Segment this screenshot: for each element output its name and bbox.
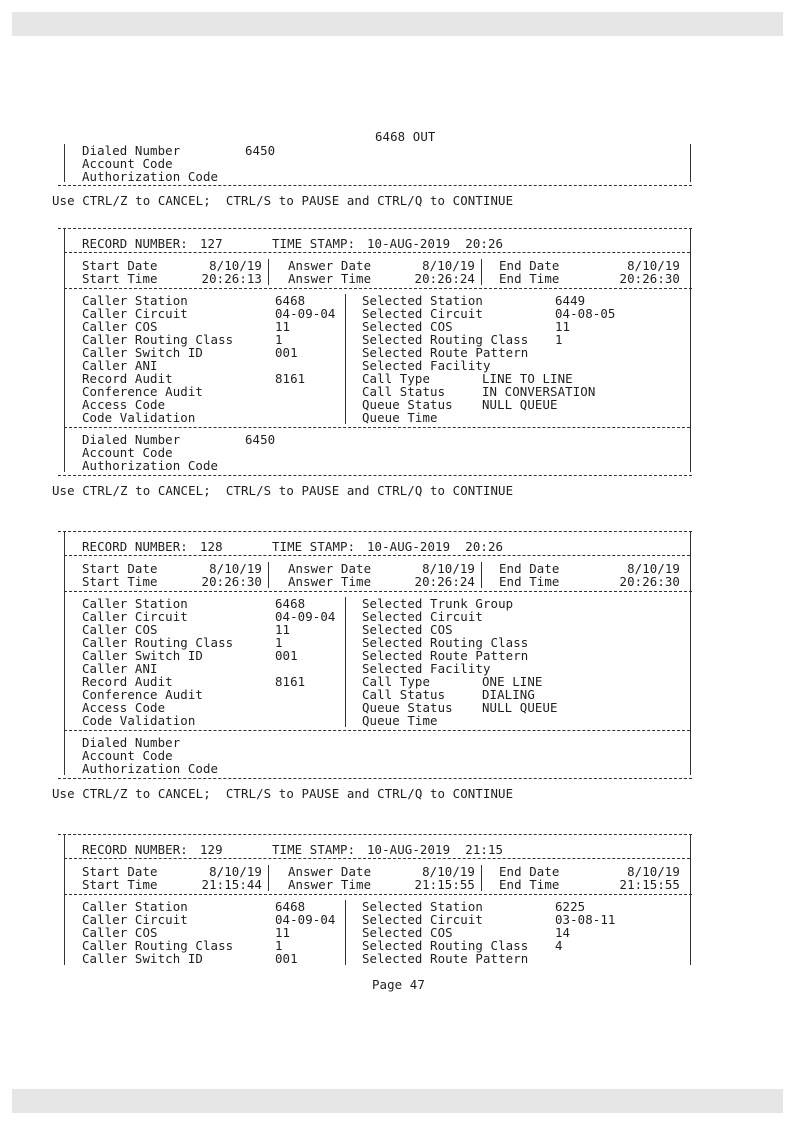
caller-field-label: Access Code [82,397,166,412]
caller-field-label: Caller Station [82,596,188,611]
selected-field-value: DIALING [482,687,535,702]
caller-field-value: 6468 [275,293,306,308]
control-instruction: Use CTRL/Z to CANCEL; CTRL/S to PAUSE and CTRL/Q to CONTINUE [52,786,514,801]
end-time-label: End Time [499,877,560,892]
record-number-label: RECORD NUMBER: [82,842,188,857]
answer-time-value: 20:26:24 [414,574,475,589]
selected-field-value: 6449 [555,293,586,308]
time-stamp-value: 10-AUG-2019 21:15 [367,842,504,857]
start-time-label: Start Time [82,877,158,892]
selected-field-label: Call Type [362,371,431,386]
caller-field-value: 11 [275,622,291,637]
scan-bottom-band [12,1089,783,1113]
selected-field-value: NULL QUEUE [482,700,558,715]
right-border [690,834,691,965]
record-number-value: 128 [200,539,223,554]
caller-field-value: 1 [275,938,283,953]
answer-date-label: Answer Date [288,864,372,879]
selected-field-label: Selected Facility [362,661,491,676]
record-number-label: RECORD NUMBER: [82,539,188,554]
account-code-label: Account Code [82,748,173,763]
page-header: 6468 OUT [375,129,436,144]
selected-field-label: Selected Circuit [362,306,483,321]
dialed-number-label: Dialed Number [82,143,181,158]
record-number-value: 127 [200,236,223,251]
caller-field-label: Caller Station [82,899,188,914]
dialed-number-label: Dialed Number [82,735,181,750]
time-stamp-value: 10-AUG-2019 20:26 [367,236,504,251]
answer-date-value: 8/10/19 [422,864,475,879]
record-header-separator [64,555,690,556]
caller-field-label: Caller COS [82,925,158,940]
end-time-label: End Time [499,574,560,589]
selected-field-value: 1 [555,332,563,347]
caller-field-label: Caller Circuit [82,306,188,321]
selected-field-label: Selected Facility [362,358,491,373]
authorization-code-label: Authorization Code [82,458,219,473]
selected-field-value: NULL QUEUE [482,397,558,412]
selected-field-value: 6225 [555,899,586,914]
dialed-number-value: 6450 [245,432,276,447]
record-top-separator [58,531,692,532]
caller-field-value: 6468 [275,596,306,611]
caller-field-label: Conference Audit [82,687,203,702]
column-divider [268,562,269,588]
caller-field-label: Caller ANI [82,358,158,373]
record-number-value: 129 [200,842,223,857]
selected-field-label: Selected Routing Class [362,938,529,953]
control-instruction: Use CTRL/Z to CANCEL; CTRL/S to PAUSE and CTRL/Q to CONTINUE [52,483,514,498]
caller-field-label: Caller Switch ID [82,345,203,360]
record-end-separator [58,778,692,779]
selected-field-label: Queue Time [362,713,438,728]
answer-date-value: 8/10/19 [422,258,475,273]
left-border [64,144,65,182]
caller-field-value: 04-09-04 [275,912,336,927]
selected-field-label: Selected Routing Class [362,635,529,650]
selected-field-label: Call Type [362,674,431,689]
caller-field-value: 1 [275,332,283,347]
selected-field-label: Selected Circuit [362,912,483,927]
field-column-divider [345,900,346,965]
time-stamp-value: 10-AUG-2019 20:26 [367,539,504,554]
caller-field-label: Code Validation [82,713,196,728]
selected-field-label: Queue Status [362,397,453,412]
caller-field-value: 8161 [275,371,306,386]
answer-time-value: 20:26:24 [414,271,475,286]
caller-field-label: Caller Switch ID [82,648,203,663]
left-border [64,531,65,775]
caller-field-label: Caller Station [82,293,188,308]
record-end-separator [58,475,692,476]
selected-field-label: Call Status [362,687,446,702]
start-date-value: 8/10/19 [209,258,262,273]
start-date-label: Start Date [82,561,158,576]
field-section-separator [64,427,690,428]
account-code-label: Account Code [82,156,173,171]
answer-date-value: 8/10/19 [422,561,475,576]
selected-field-label: Selected COS [362,925,453,940]
caller-field-value: 11 [275,319,291,334]
dialed-number-label: Dialed Number [82,432,181,447]
selected-field-value: LINE TO LINE [482,371,573,386]
selected-field-label: Selected COS [362,622,453,637]
caller-field-label: Caller Circuit [82,609,188,624]
end-date-label: End Date [499,258,560,273]
right-border [690,531,691,775]
selected-field-label: Selected Route Pattern [362,345,529,360]
caller-field-label: Caller Routing Class [82,635,234,650]
account-code-label: Account Code [82,445,173,460]
selected-field-label: Selected Station [362,899,483,914]
selected-field-value: 14 [555,925,571,940]
column-divider [481,562,482,588]
date-section-separator [64,894,692,895]
start-date-value: 8/10/19 [209,561,262,576]
caller-field-label: Code Validation [82,410,196,425]
answer-date-label: Answer Date [288,258,372,273]
selected-field-value: 4 [555,938,563,953]
start-time-label: Start Time [82,271,158,286]
selected-field-value: 03-08-11 [555,912,616,927]
column-divider [268,865,269,891]
caller-field-value: 8161 [275,674,306,689]
time-stamp-label: TIME STAMP: [272,842,356,857]
caller-field-label: Record Audit [82,674,173,689]
selected-field-value: IN CONVERSATION [482,384,596,399]
date-section-separator [64,591,692,592]
selected-field-label: Queue Status [362,700,453,715]
selected-field-label: Selected Station [362,293,483,308]
selected-field-value: 04-08-05 [555,306,616,321]
time-stamp-label: TIME STAMP: [272,539,356,554]
selected-field-label: Selected Route Pattern [362,648,529,663]
dialed-number-value: 6450 [245,143,276,158]
end-date-value: 8/10/19 [627,258,680,273]
caller-field-value: 001 [275,648,298,663]
authorization-code-label: Authorization Code [82,761,219,776]
page-footer: Page 47 [372,977,425,992]
caller-field-label: Caller Routing Class [82,938,234,953]
answer-time-label: Answer Time [288,574,372,589]
end-date-label: End Date [499,864,560,879]
scan-top-band [12,12,783,36]
caller-field-value: 04-09-04 [275,306,336,321]
left-border [64,228,65,472]
selected-field-value: 11 [555,319,571,334]
time-stamp-label: TIME STAMP: [272,236,356,251]
selected-field-value: ONE LINE [482,674,543,689]
record-header-separator [64,252,690,253]
control-instruction: Use CTRL/Z to CANCEL; CTRL/S to PAUSE and CTRL/Q to CONTINUE [52,193,514,208]
answer-time-label: Answer Time [288,877,372,892]
answer-time-label: Answer Time [288,271,372,286]
start-time-value: 21:15:44 [201,877,262,892]
start-time-value: 20:26:30 [201,574,262,589]
caller-field-label: Access Code [82,700,166,715]
answer-date-label: Answer Date [288,561,372,576]
selected-field-label: Selected Routing Class [362,332,529,347]
date-section-separator [64,288,692,289]
caller-field-label: Caller Circuit [82,912,188,927]
end-time-value: 21:15:55 [619,877,680,892]
end-time-label: End Time [499,271,560,286]
caller-field-value: 04-09-04 [275,609,336,624]
record-top-separator [58,228,692,229]
caller-field-label: Caller COS [82,622,158,637]
start-date-value: 8/10/19 [209,864,262,879]
right-border [690,144,691,182]
block-end-separator [58,185,692,186]
field-column-divider [345,294,346,424]
selected-field-label: Selected Trunk Group [362,596,514,611]
selected-field-label: Selected Circuit [362,609,483,624]
end-date-value: 8/10/19 [627,561,680,576]
caller-field-label: Record Audit [82,371,173,386]
end-date-value: 8/10/19 [627,864,680,879]
selected-field-label: Selected Route Pattern [362,951,529,966]
authorization-code-label: Authorization Code [82,169,219,184]
caller-field-value: 001 [275,345,298,360]
answer-time-value: 21:15:55 [414,877,475,892]
start-date-label: Start Date [82,864,158,879]
end-time-value: 20:26:30 [619,271,680,286]
caller-field-value: 11 [275,925,291,940]
end-time-value: 20:26:30 [619,574,680,589]
selected-field-label: Queue Time [362,410,438,425]
start-time-label: Start Time [82,574,158,589]
caller-field-label: Caller ANI [82,661,158,676]
caller-field-value: 6468 [275,899,306,914]
record-header-separator [64,858,690,859]
column-divider [481,865,482,891]
start-time-value: 20:26:13 [201,271,262,286]
right-border [690,228,691,472]
caller-field-label: Caller COS [82,319,158,334]
caller-field-label: Caller Switch ID [82,951,203,966]
start-date-label: Start Date [82,258,158,273]
selected-field-label: Call Status [362,384,446,399]
selected-field-label: Selected COS [362,319,453,334]
column-divider [268,259,269,285]
column-divider [481,259,482,285]
left-border [64,834,65,965]
caller-field-label: Conference Audit [82,384,203,399]
record-number-label: RECORD NUMBER: [82,236,188,251]
end-date-label: End Date [499,561,560,576]
field-column-divider [345,597,346,727]
caller-field-value: 1 [275,635,283,650]
caller-field-label: Caller Routing Class [82,332,234,347]
field-section-separator [64,730,690,731]
record-top-separator [58,834,692,835]
caller-field-value: 001 [275,951,298,966]
